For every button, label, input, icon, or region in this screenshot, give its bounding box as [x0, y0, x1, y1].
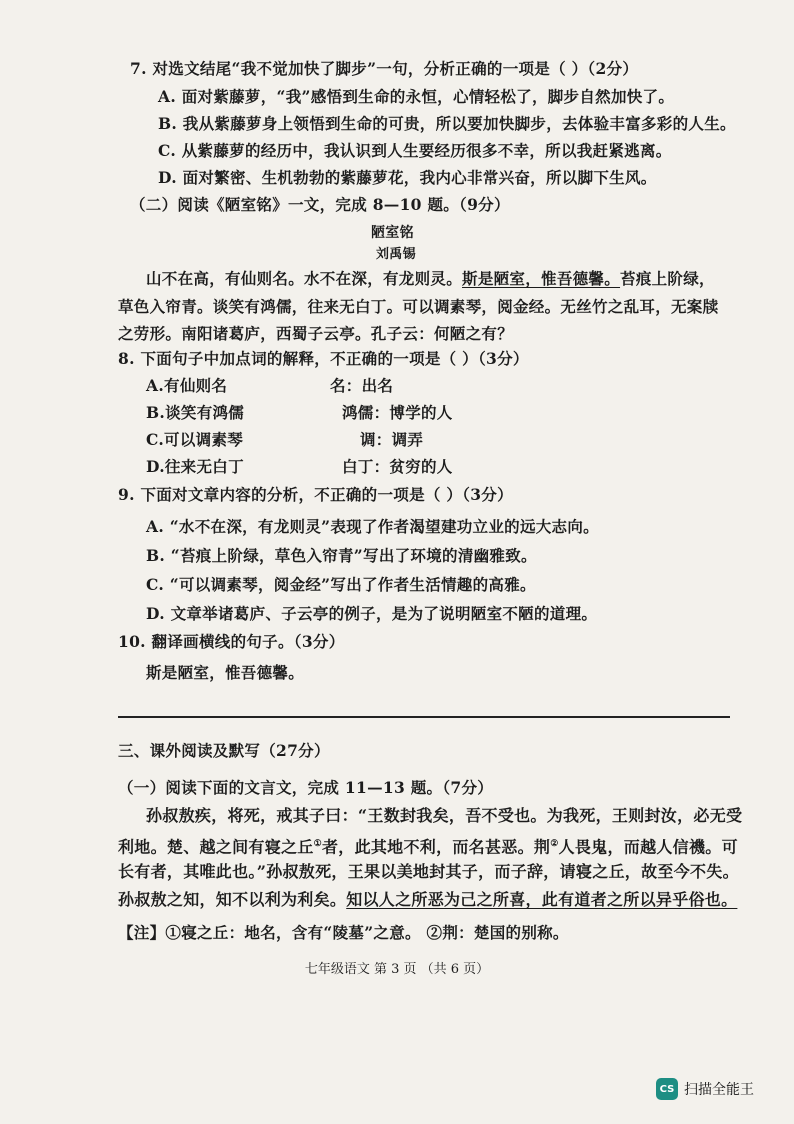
q8-option-d-gloss: 白丁：贫穷的人: [342, 457, 453, 476]
q7-option-c: C. 从紫藤萝的经历中，我认识到人生要经历很多不幸，所以我赶紧逃离。: [158, 141, 672, 160]
poem-line-2: 草色入帘青。谈笑有鸿儒，往来无白丁。可以调素琴，阅金经。无丝竹之乱耳，无案牍: [118, 297, 719, 316]
section-divider: [118, 716, 730, 718]
q8-option-a-gloss: 名：出名: [330, 376, 394, 395]
q7-stem: 7. 对选文结尾“我不觉加快了脚步”一句，分析正确的一项是（ ）（2分）: [130, 59, 639, 78]
page-footer: 七年级语文 第 3 页 （共 6 页）: [304, 962, 490, 977]
q9-option-b: B. “苔痕上阶绿，草色入帘青”写出了环境的清幽雅致。: [146, 546, 537, 565]
q9-option-d: D. 文章举诸葛庐、子云亭的例子，是为了说明陋室不陋的道理。: [146, 604, 598, 623]
q7-option-d: D. 面对繁密、生机勃勃的紫藤萝花，我内心非常兴奋，所以脚下生风。: [158, 168, 657, 187]
q7-option-a: A. 面对紫藤萝，“我”感悟到生命的永恒，心情轻松了，脚步自然加快了。: [158, 87, 675, 106]
q8-option-d: D.往来无白丁: [146, 457, 244, 476]
q7-option-b: B. 我从紫藤萝身上领悟到生命的可贵，所以要加快脚步，去体验丰富多彩的人生。: [158, 114, 736, 133]
scanner-label: 扫描全能王: [684, 1082, 754, 1098]
classical-underlined-sentence: 知以人之所恶为己之所喜，此有道者之所以异乎俗也。: [346, 890, 738, 909]
section-3-heading: 三、课外阅读及默写（27分）: [118, 741, 330, 760]
poem-author: 刘禹锡: [376, 247, 416, 262]
q8-stem: 8. 下面句子中加点词的解释，不正确的一项是（ ）（3分）: [118, 349, 529, 368]
camscanner-icon: CS: [656, 1078, 678, 1100]
q8-option-b: B.谈笑有鸿儒: [146, 403, 245, 422]
classical-text-line-3: 长有者，其唯此也。”孙叔敖死，王果以美地封其子，而子辞，请寝之丘，故至今不失。: [118, 862, 739, 881]
q10-stem: 10. 翻译画横线的句子。（3分）: [118, 632, 345, 651]
poem-line-1: 山不在高，有仙则名。水不在深，有龙则灵。斯是陋室，惟吾德馨。苔痕上阶绿，: [146, 269, 715, 288]
classical-text-line-1: 孙叔敖疾，将死，戒其子曰：“王数封我矣，吾不受也。为我死，王则封汝，必无受: [146, 806, 743, 825]
q9-stem: 9. 下面对文章内容的分析，不正确的一项是（ ）（3分）: [118, 485, 513, 504]
q9-option-c: C. “可以调素琴，阅金经”写出了作者生活情趣的高雅。: [146, 575, 536, 594]
q8-option-b-gloss: 鸿儒：博学的人: [342, 403, 453, 422]
scanner-watermark: [656, 1078, 754, 1100]
annotation-note: 【注】①寝之丘：地名，含有“陵墓”之意。 ②荆：楚国的别称。: [118, 923, 569, 942]
section-2-2-heading: （二）阅读《陋室铭》一文，完成 8—10 题。（9分）: [130, 195, 510, 214]
q8-option-a: A.有仙则名: [146, 376, 228, 395]
poem-title: 陋室铭: [371, 225, 414, 241]
poem-line-3: 之劳形。南阳诸葛庐，西蜀子云亭。孔子云：何陋之有？: [118, 324, 514, 343]
q8-option-c: C.可以调素琴: [146, 430, 244, 449]
classical-text-line-4: 孙叔敖之知，知不以利为利矣。知以人之所恶为己之所喜，此有道者之所以异乎俗也。: [118, 890, 738, 909]
section-3-1-heading: （一）阅读下面的文言文，完成 11—13 题。（7分）: [118, 778, 494, 797]
classical-text-line-2: 利地。楚、越之间有寝之丘①者，此其地不利，而名甚恶。荆②人畏鬼，而越人信禨。可: [118, 837, 738, 857]
q10-sentence: 斯是陋室，惟吾德馨。: [146, 663, 305, 682]
q9-option-a: A. “水不在深，有龙则灵”表现了作者渴望建功立业的远大志向。: [146, 517, 599, 536]
q8-option-c-gloss: 调：调弄: [360, 430, 424, 449]
poem-underlined-sentence: 斯是陋室，惟吾德馨。: [462, 269, 621, 288]
